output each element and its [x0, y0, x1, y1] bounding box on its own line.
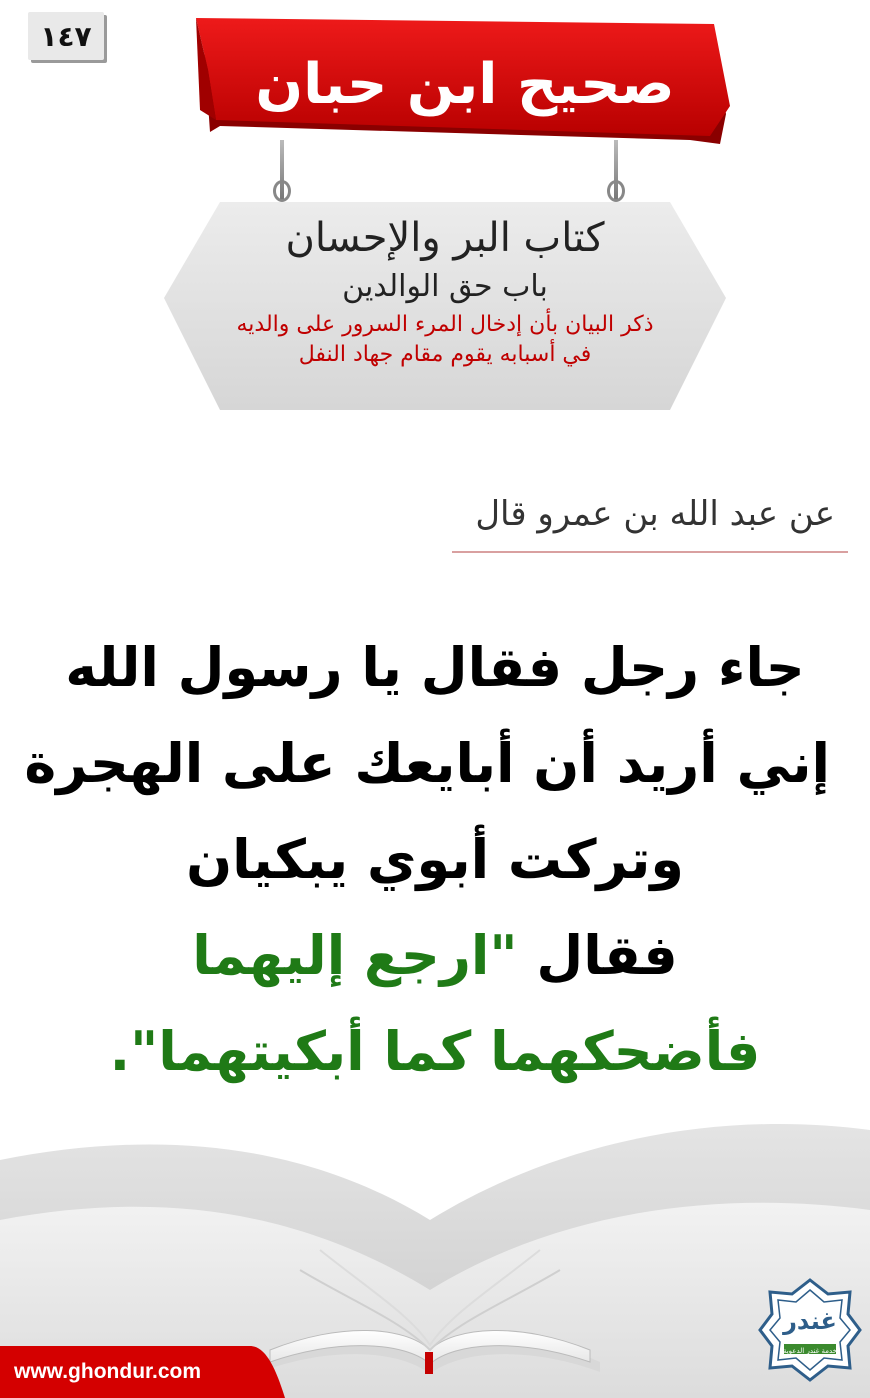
narrator: عن عبد الله بن عمرو قال	[475, 494, 835, 534]
hadith-line-2: إني أريد أن أبايعك على الهجرة	[24, 732, 830, 795]
plaque	[180, 200, 710, 370]
hadith-line-1: جاء رجل فقال يا رسول الله	[65, 636, 805, 699]
hadith-line-5: فأضحكهما كما أبكيتهما".	[109, 1020, 761, 1083]
divider	[452, 551, 848, 553]
title-ribbon	[190, 14, 740, 164]
hadith-line-4-prefix: فقال	[536, 924, 678, 987]
page-title: صحيح ابن حبان	[255, 51, 675, 117]
website-link[interactable]: www.ghondur.com	[14, 1360, 202, 1383]
hadith-quote-start: "ارجع إليهما	[192, 924, 518, 987]
book-title: كتاب البر والإحسان	[285, 215, 605, 261]
logo-name: غندر	[783, 1307, 837, 1335]
logo-tagline: خدمة غندر الدعوية	[782, 1347, 838, 1355]
chapter-title: باب حق الوالدين	[342, 269, 548, 304]
hadith-line-4	[40, 908, 830, 1004]
number-badge: ١٤٧	[28, 12, 104, 60]
hadith-line-3: وتركت أبوي يبكيان	[186, 828, 684, 891]
chapter-subtitle-line1: ذكر البيان بأن إدخال المرء السرور على والديه	[236, 312, 654, 337]
hadith-text	[24, 620, 830, 1100]
chapter-subtitle-line2: في أسبابه يقوم مقام جهاد النفل	[298, 342, 592, 367]
